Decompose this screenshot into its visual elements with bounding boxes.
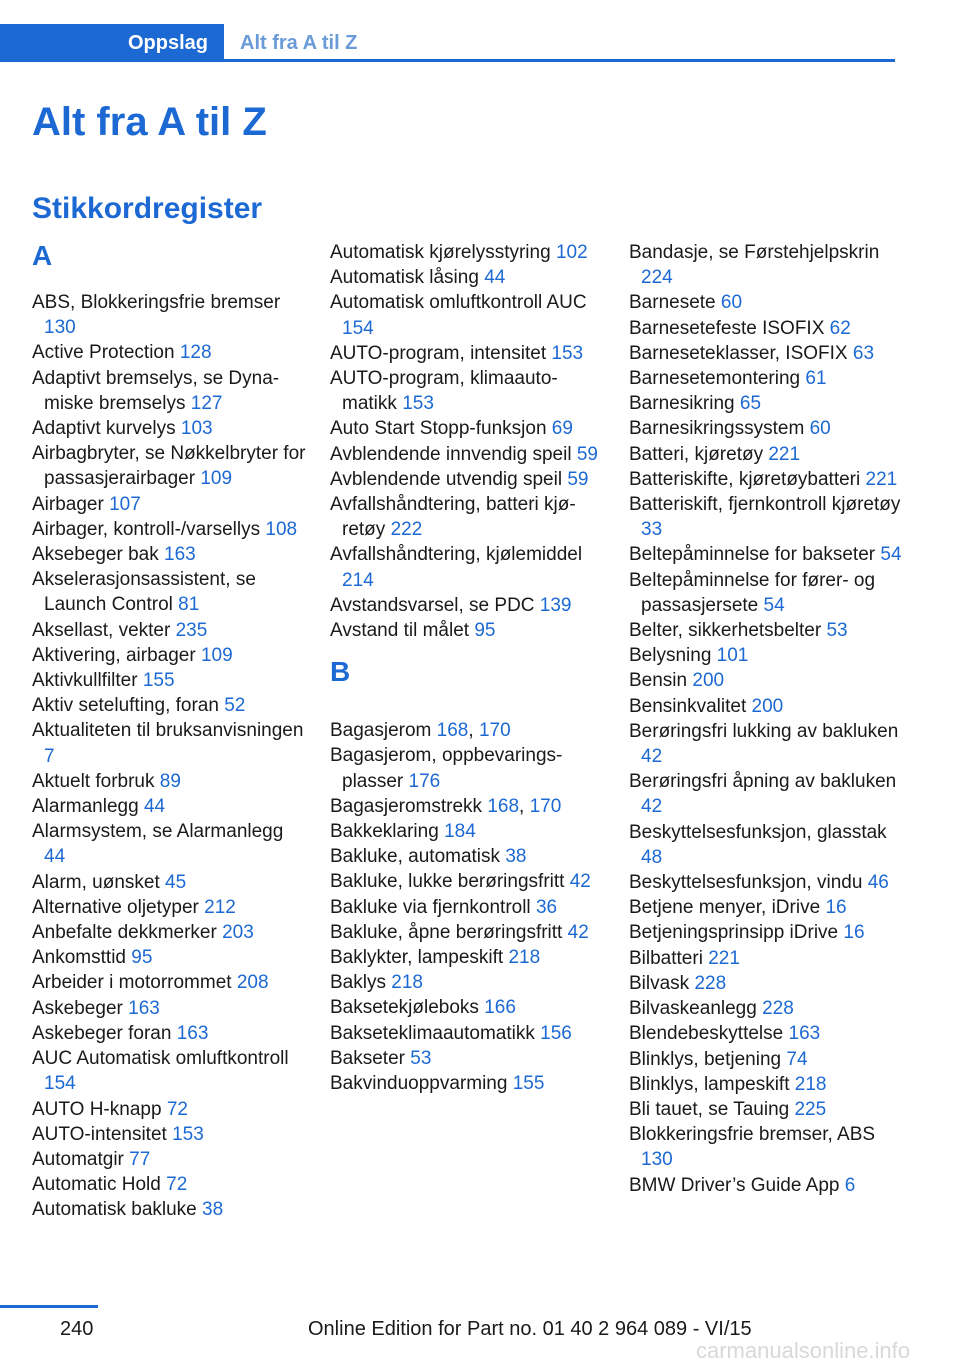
page-link[interactable]: 7 xyxy=(44,745,55,767)
page-link[interactable]: 225 xyxy=(794,1098,827,1120)
index-entry xyxy=(629,1173,904,1198)
index-entry xyxy=(629,946,904,971)
index-entry-text: Anbefalte dekkmerker xyxy=(32,922,217,944)
page-link[interactable]: 218 xyxy=(508,947,541,969)
page-link[interactable]: 52 xyxy=(224,695,246,717)
index-entry-text: AUC Automatisk omluftkontroll xyxy=(32,1048,289,1070)
tab-oppslag[interactable]: Oppslag xyxy=(0,24,224,62)
page-link[interactable]: 46 xyxy=(867,872,889,894)
page-link[interactable]: 54 xyxy=(880,544,902,566)
index-entry-text: Beskyttelsesfunksjon, glasstak xyxy=(629,821,887,843)
page-link[interactable]: 42 xyxy=(569,871,591,893)
index-entry xyxy=(629,1097,904,1122)
index-entry xyxy=(32,416,307,441)
index-entry xyxy=(629,341,904,366)
page-link[interactable]: 170 xyxy=(529,795,562,817)
page-link[interactable]: 109 xyxy=(200,644,233,666)
index-entry-text: Airbagbryter, se Nøkkelbryter for passasjerairbager xyxy=(32,443,306,490)
watermark: carmanualsonline.info xyxy=(696,1338,911,1363)
index-entry xyxy=(330,593,605,618)
index-entry-text: ABS, Blokkeringsfrie bremser xyxy=(32,292,281,313)
page-link[interactable]: 102 xyxy=(555,242,588,263)
index-entry-text: Alarmsystem, se Alarmanlegg xyxy=(32,821,284,843)
index-entry xyxy=(330,995,605,1020)
index-entry-text: Bakluke via fjernkontroll xyxy=(330,896,531,918)
index-entry xyxy=(629,467,904,492)
index-entry xyxy=(629,240,904,290)
index-entry xyxy=(629,542,904,567)
index-entry-text: Bakkeklaring xyxy=(330,821,439,843)
index-entry xyxy=(32,870,307,895)
index-entry xyxy=(629,643,904,668)
index-entry-text: Avblendende utvendig speil xyxy=(330,468,563,490)
index-entry xyxy=(32,1046,307,1096)
page-link[interactable]: 155 xyxy=(142,670,175,692)
page-link[interactable]: 228 xyxy=(762,998,794,1020)
index-entry-text: Avfallshåndtering, kjølemiddel xyxy=(330,544,583,566)
page-link[interactable]: 128 xyxy=(179,342,212,364)
page-link[interactable]: 59 xyxy=(576,443,598,465)
page-link[interactable]: 221 xyxy=(708,947,740,969)
page-number: 240 xyxy=(60,1318,94,1340)
index-entry-text: Alarm, uønsket xyxy=(32,871,160,893)
page-link[interactable]: 60 xyxy=(720,292,743,314)
index-entry xyxy=(330,1046,605,1071)
page-link[interactable]: 127 xyxy=(190,392,223,414)
index-entry xyxy=(32,668,307,693)
index-entry xyxy=(629,820,904,870)
index-entry-text: Askebeger foran xyxy=(32,1022,172,1044)
index-entry-text: Automatgir xyxy=(32,1148,124,1170)
index-entry xyxy=(629,769,904,819)
index-entry xyxy=(330,542,605,592)
page-link[interactable]: 44 xyxy=(143,796,166,818)
index-entry xyxy=(32,895,307,920)
page-link[interactable]: 184 xyxy=(444,821,476,843)
index-entry xyxy=(32,517,307,542)
page-link[interactable]: 36 xyxy=(535,896,558,918)
page-link[interactable]: 222 xyxy=(390,519,423,541)
page-link[interactable]: 166 xyxy=(484,997,516,1019)
index-entry xyxy=(32,366,307,416)
page-link[interactable]: 54 xyxy=(763,594,785,616)
index-entry xyxy=(32,340,307,365)
page-link[interactable]: 221 xyxy=(865,468,898,490)
index-entry-text: Aktivkullfilter xyxy=(32,670,138,692)
page-link[interactable]: 44 xyxy=(484,267,506,289)
index-entry-text: Airbager, kontroll-/varsellys xyxy=(32,518,261,540)
index-entry xyxy=(32,1172,307,1197)
page-link[interactable]: 95 xyxy=(474,620,496,642)
index-entry xyxy=(629,391,904,416)
index-entry-text: Bakluke, lukke berøringsfritt xyxy=(330,871,565,893)
index-entry-text: Automatisk omluftkontroll AUC xyxy=(330,292,587,314)
page-link[interactable]: 62 xyxy=(829,317,851,339)
index-entry-text: Bakvinduoppvarming xyxy=(330,1073,508,1095)
index-entry-text: Berøringsfri lukking av bakluken xyxy=(629,720,899,742)
index-entry-text: Beltepåminnelse for bakseter xyxy=(629,544,876,566)
header-divider xyxy=(224,59,895,62)
page-link[interactable]: 65 xyxy=(739,393,762,415)
index-entry xyxy=(32,945,307,970)
index-entry xyxy=(330,492,605,542)
index-entry-text: Blendebeskyttelse xyxy=(629,1023,784,1045)
index-entry-text: Avstand til målet xyxy=(330,620,470,642)
index-entry-text: Automatic Hold xyxy=(32,1174,161,1196)
index-entry-text: Bagasjerom xyxy=(330,720,432,742)
page-link[interactable]: 38 xyxy=(505,846,527,868)
page-link[interactable]: 101 xyxy=(716,645,749,667)
index-entry-text: Aktuelt forbruk xyxy=(32,770,155,792)
page-link[interactable]: 89 xyxy=(159,770,181,792)
index-entry-text: Bakluke, automatisk xyxy=(330,846,501,868)
section-subtitle: Stikkordregister xyxy=(32,192,263,225)
index-entry-text: Bakseteklimaautomatikk xyxy=(330,1022,535,1044)
page-link[interactable]: 218 xyxy=(794,1073,827,1095)
index-entry-text: Bli tauet, se Tauing xyxy=(629,1098,790,1120)
page-link[interactable]: 107 xyxy=(109,493,141,515)
page-link[interactable]: 153 xyxy=(551,342,584,364)
index-entry xyxy=(629,290,904,315)
index-entry xyxy=(629,870,904,895)
index-entry xyxy=(330,844,605,869)
index-entry-text: Blokkeringsfrie bremser, ABS xyxy=(629,1124,876,1146)
index-entry-text: Akselerasjonsassistent, se Launch Control xyxy=(32,569,256,616)
tab-alt-fra-a-til-z[interactable]: Alt fra A til Z xyxy=(240,32,358,54)
index-entry-text: Bandasje, se Førstehjelpskrin xyxy=(629,242,880,263)
page-link[interactable]: 59 xyxy=(567,468,589,490)
index-entry-text: Automatisk kjørelysstyring xyxy=(330,242,551,263)
page-link[interactable]: 176 xyxy=(408,770,441,792)
index-entry xyxy=(330,920,605,945)
index-entry xyxy=(32,542,307,567)
index-entry xyxy=(330,895,605,920)
index-entry-text: Barnesetemontering xyxy=(629,368,801,390)
index-entry xyxy=(629,618,904,643)
page-link[interactable]: 72 xyxy=(166,1098,188,1120)
index-entry xyxy=(330,341,605,366)
index-column-1 xyxy=(32,240,307,1223)
index-entry xyxy=(32,618,307,643)
index-entry-text: Barnesikringssystem xyxy=(629,418,805,440)
index-entry-text: Barneseteklasser, ISOFIX xyxy=(629,342,848,364)
index-entry-text: Baklys xyxy=(330,972,386,994)
page-link[interactable]: 170 xyxy=(478,720,511,742)
page-link[interactable]: 163 xyxy=(128,997,160,1019)
index-entry-text: Adaptivt kurvelys xyxy=(32,418,176,440)
page-link[interactable]: 74 xyxy=(786,1048,808,1070)
index-entry xyxy=(629,416,904,441)
index-entry xyxy=(330,1071,605,1096)
index-entry-text: AUTO-program, intensitet xyxy=(330,342,547,364)
index-entry: Bagasjerom 168, 170 xyxy=(330,720,511,742)
page-link[interactable]: 168 xyxy=(487,795,520,817)
index-entry xyxy=(32,1122,307,1147)
index-entry-text: Alarmanlegg xyxy=(32,796,139,818)
page-link[interactable]: 130 xyxy=(44,317,76,339)
index-entry-text: Beskyttelsesfunksjon, vindu xyxy=(629,872,863,894)
page-link[interactable]: 153 xyxy=(402,393,434,415)
index-entry xyxy=(330,1021,605,1046)
index-entry xyxy=(32,819,307,869)
footer-divider xyxy=(0,1305,98,1308)
index-entry xyxy=(629,996,904,1021)
page-link[interactable]: 154 xyxy=(342,317,374,339)
page-link[interactable]: 53 xyxy=(826,620,848,642)
index-entry-text: Aktiv setelufting, foran xyxy=(32,695,219,717)
index-entry-text: Barnesetefeste ISOFIX xyxy=(629,317,825,339)
index-column-3 xyxy=(629,240,904,1198)
page-link[interactable]: 103 xyxy=(180,418,213,440)
index-entry-text: Berøringsfri åpning av bakluken xyxy=(629,771,897,793)
page-link[interactable]: 156 xyxy=(540,1022,572,1044)
index-entry-text: Adaptivt bremselys, se Dynamiske bremselys xyxy=(32,367,280,414)
page-link[interactable]: 72 xyxy=(166,1174,188,1196)
index-entry-text: Blinklys, lampeskift xyxy=(629,1073,790,1095)
page-link[interactable]: 16 xyxy=(843,922,865,944)
index-entry-text: AUTO-program, klimaautomatikk xyxy=(330,368,558,415)
index-entry xyxy=(629,971,904,996)
index-entry xyxy=(629,1021,904,1046)
index-entry-text: Betjene menyer, iDrive xyxy=(629,897,821,919)
page-link[interactable]: 163 xyxy=(788,1023,821,1045)
index-entry-text: Automatisk låsing xyxy=(330,267,479,289)
index-entry-text: Alternative oljetyper xyxy=(32,896,199,918)
page-title: Alt fra A til Z xyxy=(32,100,267,144)
page-link[interactable]: 16 xyxy=(825,897,847,919)
header-bar xyxy=(0,24,895,62)
index-entry xyxy=(330,467,605,492)
index-entry-text: Askebeger xyxy=(32,997,123,1019)
index-entry-text: Batteri, kjøretøy xyxy=(629,443,764,465)
page-link[interactable]: 163 xyxy=(176,1022,209,1044)
index-entry-text: Bensinkvalitet xyxy=(629,695,747,717)
page-link[interactable]: 38 xyxy=(202,1199,224,1221)
index-entry-text: BMW Driver’s Guide App xyxy=(629,1174,840,1196)
index-entry xyxy=(629,442,904,467)
index-entry-text: Bilvask xyxy=(629,972,690,994)
index-entry-text: Bagasjerom, oppbevaringsplasser xyxy=(330,745,563,792)
page-link[interactable]: 109 xyxy=(200,468,233,490)
index-entry-text: Bilbatteri xyxy=(629,947,703,969)
page-link[interactable]: 42 xyxy=(641,746,663,768)
page-link[interactable]: 153 xyxy=(172,1123,204,1145)
index-entry-text: Baksetekjøleboks xyxy=(330,997,479,1019)
index-entry-text: Active Protection xyxy=(32,342,175,364)
page-link[interactable]: 163 xyxy=(164,544,196,566)
index-entry xyxy=(32,492,307,517)
page-link[interactable]: 48 xyxy=(641,846,663,868)
index-entry-text: Aksellast, vekter xyxy=(32,619,171,641)
page-link[interactable]: 45 xyxy=(165,871,187,893)
index-entry xyxy=(629,895,904,920)
index-entry-text: Barnesikring xyxy=(629,393,735,415)
page-link[interactable]: 69 xyxy=(551,418,573,440)
index-entry xyxy=(629,568,904,618)
index-entry xyxy=(32,1097,307,1122)
index-entry xyxy=(32,718,307,768)
index-entry xyxy=(32,970,307,995)
edition-note: Online Edition for Part no. 01 40 2 964 089 - VI/15 xyxy=(308,1318,752,1340)
page-link[interactable]: 155 xyxy=(512,1073,545,1095)
page-link[interactable]: 33 xyxy=(641,519,663,541)
index-entry xyxy=(330,240,605,265)
page-link[interactable]: 224 xyxy=(641,267,673,289)
page-link[interactable]: 212 xyxy=(204,896,236,918)
index-entry-text: Betjeningsprinsipp iDrive xyxy=(629,922,839,944)
page-link[interactable]: 44 xyxy=(44,846,66,868)
index-entry xyxy=(330,869,605,894)
index-entry xyxy=(32,1197,307,1222)
section-letter: B xyxy=(330,656,351,688)
page-link[interactable]: 42 xyxy=(641,796,663,818)
index-entry xyxy=(629,316,904,341)
page-link[interactable]: 42 xyxy=(567,921,589,943)
index-entry xyxy=(629,694,904,719)
page-link[interactable]: 208 xyxy=(236,972,269,994)
index-entry-text: Aktualiteten til bruksanvisningen xyxy=(32,720,304,742)
page-link[interactable]: 168 xyxy=(436,720,469,742)
page-link[interactable]: 63 xyxy=(852,342,875,364)
index-entry-text: Bilvaskeanlegg xyxy=(629,998,757,1020)
index-entry-text: Batteriskifte, kjøretøybatteri xyxy=(629,468,861,490)
index-entry xyxy=(330,618,605,643)
page-link[interactable]: 61 xyxy=(805,368,827,390)
page-link[interactable]: 139 xyxy=(539,594,572,616)
index-entry xyxy=(629,366,904,391)
page-link[interactable]: 235 xyxy=(175,619,208,641)
index-entry xyxy=(330,416,605,441)
index-entry-text: Beltepåminnelse for fører- og passasjersete xyxy=(629,569,876,616)
index-entry xyxy=(32,567,307,617)
index-entry-text: Bakluke, åpne berøringsfritt xyxy=(330,921,563,943)
index-entry xyxy=(629,1122,904,1172)
page-link[interactable]: 200 xyxy=(692,670,725,692)
index-entry xyxy=(330,290,605,340)
index-entry-text: Belysning xyxy=(629,645,712,667)
page-link[interactable]: 95 xyxy=(131,947,153,969)
page-link[interactable]: 108 xyxy=(265,518,298,540)
index-entry-text: Batteriskift, fjernkontroll kjøretøy xyxy=(629,494,901,516)
index-entry-text: Avfallshåndtering, batteri kjøretøy xyxy=(330,494,576,541)
index-entry-text: Avstandsvarsel, se PDC xyxy=(330,594,535,616)
index-entry-text: Bakseter xyxy=(330,1047,405,1069)
page-link[interactable]: 6 xyxy=(844,1174,856,1196)
index-entry-text: AUTO H-knapp xyxy=(32,1098,162,1120)
section-letter: A xyxy=(32,240,53,271)
page-link[interactable]: 53 xyxy=(410,1047,432,1069)
page-link[interactable]: 154 xyxy=(44,1073,76,1095)
index-entry xyxy=(330,743,605,793)
index-entry-text: Belter, sikkerhetsbelter xyxy=(629,620,822,642)
page-link[interactable]: 60 xyxy=(809,418,831,440)
index-entry xyxy=(32,1021,307,1046)
index-entry-text: Aksebeger bak xyxy=(32,544,159,566)
index-entry xyxy=(330,970,605,995)
index-entry xyxy=(330,442,605,467)
index-entry-text: Barnesete xyxy=(629,292,716,314)
index-column-2 xyxy=(330,240,605,1096)
index-entry xyxy=(32,693,307,718)
page-link[interactable]: 228 xyxy=(694,972,727,994)
page-link[interactable]: 130 xyxy=(641,1149,673,1171)
index-entry-text: Baklykter, lampeskift xyxy=(330,947,504,969)
index-entry xyxy=(32,441,307,491)
index-entry-text: Automatisk bakluke xyxy=(32,1199,197,1221)
page-link[interactable]: 77 xyxy=(129,1148,151,1170)
index-entry xyxy=(629,492,904,542)
index-entry: Bagasjeromstrekk 168, 170 xyxy=(330,795,562,817)
index-entry xyxy=(629,1047,904,1072)
page-link[interactable]: 81 xyxy=(178,594,200,616)
page-link[interactable]: 218 xyxy=(391,972,423,994)
index-entry xyxy=(330,366,605,416)
index-entry xyxy=(32,996,307,1021)
index-entry xyxy=(32,643,307,668)
index-entry xyxy=(629,920,904,945)
index-entry xyxy=(32,769,307,794)
index-entry xyxy=(32,290,307,340)
index-entry-text: Arbeider i motorrommet xyxy=(32,972,232,994)
page-link[interactable]: 200 xyxy=(751,695,784,717)
index-entry xyxy=(32,920,307,945)
index-entry xyxy=(629,668,904,693)
index-entry-text: Bensin xyxy=(629,670,688,692)
index-entry-text: Airbager xyxy=(32,493,104,515)
index-entry xyxy=(32,794,307,819)
index-entry xyxy=(629,719,904,769)
page-link[interactable]: 214 xyxy=(342,569,374,591)
index-entry xyxy=(330,945,605,970)
page-link[interactable]: 221 xyxy=(768,443,801,465)
index-entry-text: AUTO-intensitet xyxy=(32,1123,167,1145)
index-entry-text: Aktivering, airbager xyxy=(32,644,196,666)
index-entry-text: Auto Start Stopp-funksjon xyxy=(330,418,547,440)
index-entry xyxy=(629,1072,904,1097)
index-entry-text: Blinklys, betjening xyxy=(629,1048,782,1070)
index-entry-text: Bagasjeromstrekk xyxy=(330,795,483,817)
index-entry-text: Avblendende innvendig speil xyxy=(330,443,572,465)
index-entry xyxy=(330,819,605,844)
index-entry-text: Ankomsttid xyxy=(32,947,126,969)
index-entry xyxy=(330,265,605,290)
index-entry xyxy=(32,1147,307,1172)
page-link[interactable]: 203 xyxy=(222,922,254,944)
